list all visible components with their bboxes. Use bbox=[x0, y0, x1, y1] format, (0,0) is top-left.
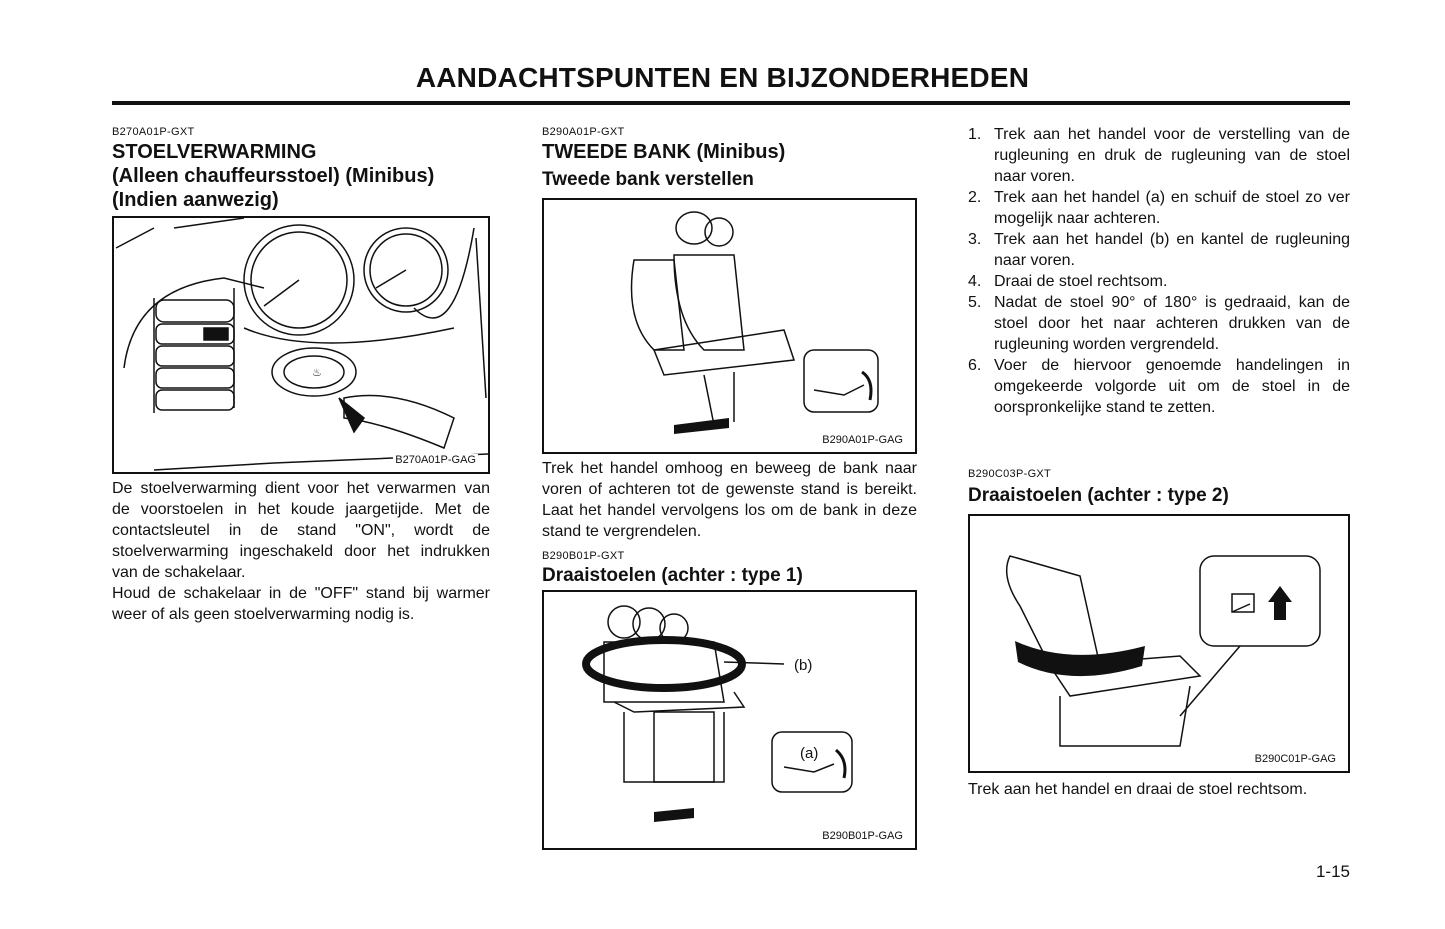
page-number: 1-15 bbox=[1315, 862, 1350, 881]
figure-code: B290C01P-GAG bbox=[1254, 753, 1336, 765]
subsection-heading: Tweede bank verstellen bbox=[542, 169, 754, 190]
figure-swivel-type-1 bbox=[542, 590, 917, 850]
step-list bbox=[968, 124, 1350, 418]
subsection-heading: Draaistoelen (achter : type 2) bbox=[968, 485, 1229, 506]
body-paragraph: De stoelverwarming dient voor het verwarmen van de voorstoelen in het koude jaargetijde. Met de contactsleutel in de stand "ON", wordt de stoelverwarming ingeschakeld door het indrukken van de schakelaar. bbox=[112, 480, 490, 581]
svg-text:♨: ♨ bbox=[312, 367, 322, 379]
title-divider bbox=[112, 101, 1350, 105]
section-code: B290A01P-GXT bbox=[542, 126, 625, 138]
label-a: (a) bbox=[800, 745, 819, 762]
section-heading: TWEEDE BANK (Minibus) bbox=[542, 141, 786, 163]
body-paragraph: Houd de schakelaar in de "OFF" stand bij warmer weer of als geen stoelverwarming nodig is. bbox=[112, 585, 490, 623]
step-item: 2. Trek aan het handel (a) en schuif de stoel zo ver mogelijk naar achteren. bbox=[968, 189, 1350, 227]
section-code: B290C03P-GXT bbox=[968, 468, 1052, 480]
section-code: B290B01P-GXT bbox=[542, 550, 625, 562]
section-heading-line-2: (Alleen chauffeursstoel) (Minibus) bbox=[112, 165, 435, 187]
step-item: 1. Trek aan het handel voor de verstelling van de rugleuning en druk de rugleuning van de stoel naar voren. bbox=[968, 126, 1350, 185]
figure-code: B290B01P-GAG bbox=[822, 830, 903, 842]
figure-code: B270A01P-GAG bbox=[395, 454, 476, 466]
bench-illustration bbox=[544, 200, 915, 452]
step-item: 6. Voer de hiervoor genoemde handelingen in omgekeerde volgorde uit om de stoel in de oorspronkelijke stand te zetten. bbox=[968, 357, 1350, 416]
figure-swivel-type-2 bbox=[968, 514, 1350, 773]
label-b: (b) bbox=[794, 657, 813, 674]
body-paragraph: Trek het handel omhoog en beweeg de bank naar voren of achteren tot de gewenste stand is bereikt. Laat het handel vervolgens los om de bank in deze stand te vergrendelen. bbox=[542, 460, 917, 540]
figure-code: B290A01P-GAG bbox=[822, 434, 903, 446]
section-heading-line-1: STOELVERWARMING bbox=[112, 141, 317, 163]
step-item: 4. Draai de stoel rechtsom. bbox=[968, 273, 1168, 290]
figure-caption: Trek aan het handel en draai de stoel rechtsom. bbox=[968, 781, 1308, 798]
figure-bench-adjust bbox=[542, 198, 917, 454]
step-item: 3. Trek aan het handel (b) en kantel de rugleuning naar voren. bbox=[968, 231, 1350, 269]
figure-seat-heating-switch bbox=[112, 216, 490, 474]
column-second-bench bbox=[542, 124, 917, 850]
subsection-heading: Draaistoelen (achter : type 1) bbox=[542, 565, 803, 586]
column-swivel-steps bbox=[968, 124, 1350, 800]
section-heading-line-3: (Indien aanwezig) bbox=[112, 189, 279, 211]
section-code: B270A01P-GXT bbox=[112, 126, 195, 138]
swivel-seat-illustration bbox=[544, 592, 915, 848]
page-title: AANDACHTSPUNTEN EN BIJZONDERHEDEN bbox=[415, 62, 1030, 93]
dashboard-illustration bbox=[114, 218, 488, 472]
column-seat-heating bbox=[112, 124, 490, 625]
step-item: 5. Nadat de stoel 90° of 180° is gedraaid, kan de stoel door het naar achteren drukken van de rugleuning worden vergrendeld. bbox=[968, 294, 1350, 353]
swivel-seat-type-2-illustration bbox=[970, 516, 1348, 771]
